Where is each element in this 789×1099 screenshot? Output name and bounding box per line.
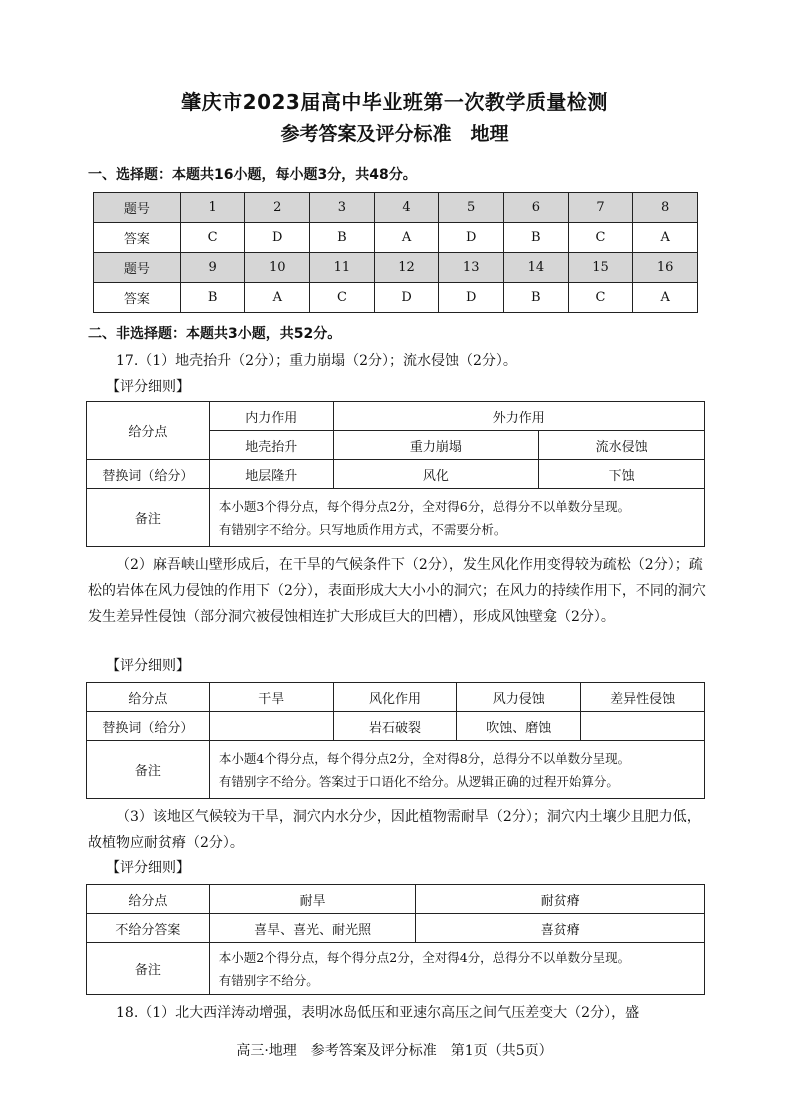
table-row xyxy=(87,712,705,741)
rubric-table-q17-2 xyxy=(86,682,705,799)
q17-part2-answer: （2）麻吾峡山壁形成后，在干旱的气候条件下（2分），发生风化作用变得较为疏松（2分）；疏松的岩体在风力侵蚀的作用下（2分），表面形成大大小小的洞穴；在风力的持续作用下，不同的洞穴发生差异性侵蚀（部分洞穴被侵蚀相连扩大形成巨大的凹槽），形成风蚀壁龛（2分）。 xyxy=(88,557,706,625)
section1-heading: 一、选择题：本题共16小题，每小题3分，共48分。 xyxy=(88,167,417,183)
table-cell: D xyxy=(439,283,504,313)
table-cell: 7 xyxy=(568,193,633,223)
table-cell: 喜旱、喜光、耐光照 xyxy=(209,914,416,943)
section2-heading: 二、非选择题：本题共3小题，共52分。 xyxy=(88,326,342,342)
table-row xyxy=(87,741,705,799)
table-cell: 3 xyxy=(310,193,375,223)
table-cell: 耐贫瘠 xyxy=(416,885,705,914)
table-cell: 替换词（给分） xyxy=(87,460,210,489)
table-cell: B xyxy=(310,223,375,253)
table-cell: 地壳抬升 xyxy=(209,431,333,460)
table-cell: C xyxy=(310,283,375,313)
table-cell: 重力崩塌 xyxy=(333,431,539,460)
table-cell: 16 xyxy=(633,253,698,283)
table-cell: 下蚀 xyxy=(539,460,705,489)
table-row xyxy=(87,402,705,431)
table-cell: B xyxy=(504,283,569,313)
page-footer: 高三·地理 参考答案及评分标准 第1页（共5页） xyxy=(236,1043,553,1059)
rubric-note xyxy=(209,489,704,547)
rubric-table-q17-1 xyxy=(86,401,705,547)
table-cell: 14 xyxy=(504,253,569,283)
table-cell: 13 xyxy=(439,253,504,283)
table-row xyxy=(94,223,698,253)
table-cell: 耐旱 xyxy=(209,885,416,914)
table-row xyxy=(87,489,705,547)
table-cell: 风化作用 xyxy=(333,683,457,712)
rubric-note-line: 有错别字不给分。答案过于口语化不给分。从逻辑正确的过程开始算分。 xyxy=(218,773,619,789)
table-cell: 给分点 xyxy=(87,402,210,460)
table-cell: C xyxy=(568,283,633,313)
rubric-note-line: 本小题4个得分点，每个得分点2分，全对得8分，总得分不以单数分呈现。 xyxy=(218,750,631,766)
rubric-note-line: 本小题2个得分点，每个得分点2分，全对得4分，总得分不以单数分呈现。 xyxy=(218,949,631,965)
table-cell: D xyxy=(374,283,439,313)
rubric-note xyxy=(209,741,704,799)
table-cell: B xyxy=(180,283,245,313)
table-cell: D xyxy=(245,223,310,253)
choice-answer-table xyxy=(93,192,698,313)
table-cell: 5 xyxy=(439,193,504,223)
table-row xyxy=(87,885,705,914)
table-cell: 地层隆升 xyxy=(209,460,333,489)
table-cell: 流水侵蚀 xyxy=(539,431,705,460)
rubric-note xyxy=(209,943,704,995)
table-row xyxy=(87,683,705,712)
table-cell: 岩石破裂 xyxy=(333,712,457,741)
table-cell: 8 xyxy=(633,193,698,223)
table-cell xyxy=(209,712,333,741)
table-cell: A xyxy=(374,223,439,253)
table-cell: A xyxy=(245,283,310,313)
table-cell: 差异性侵蚀 xyxy=(581,683,705,712)
table-cell: 吹蚀、磨蚀 xyxy=(457,712,581,741)
table-cell: 题号 xyxy=(94,193,181,223)
table-cell: 2 xyxy=(245,193,310,223)
page-title: 肇庆市2023届高中毕业班第一次教学质量检测 xyxy=(181,90,608,114)
page-subtitle: 参考答案及评分标准 地理 xyxy=(280,123,509,145)
table-cell: 内力作用 xyxy=(209,402,333,431)
q18-part1-answer: 18.（1）北大西洋涛动增强，表明冰岛低压和亚速尔高压之间气压差变大（2分），盛 xyxy=(116,1005,640,1021)
table-cell: 4 xyxy=(374,193,439,223)
table-cell: C xyxy=(180,223,245,253)
table-row xyxy=(87,460,705,489)
table-cell: A xyxy=(633,223,698,253)
table-row xyxy=(87,914,705,943)
table-row xyxy=(94,283,698,313)
table-cell: 干旱 xyxy=(209,683,333,712)
table-cell: 题号 xyxy=(94,253,181,283)
table-cell: C xyxy=(568,223,633,253)
table-cell: 15 xyxy=(568,253,633,283)
rubric-note-line: 本小题3个得分点，每个得分点2分，全对得6分，总得分不以单数分呈现。 xyxy=(218,498,631,514)
table-row xyxy=(87,943,705,995)
rubric-note-line: 有错别字不给分。只写地质作用方式，不需要分析。 xyxy=(218,521,507,537)
table-cell: 喜贫瘠 xyxy=(416,914,705,943)
table-row xyxy=(94,193,698,223)
table-cell: 9 xyxy=(180,253,245,283)
table-cell: 备注 xyxy=(87,489,210,547)
rubric-table-q17-3 xyxy=(86,884,705,995)
table-cell: 答案 xyxy=(94,283,181,313)
q17-part1-answer: 17.（1）地壳抬升（2分）；重力崩塌（2分）；流水侵蚀（2分）。 xyxy=(116,353,517,369)
table-cell: 12 xyxy=(374,253,439,283)
rubric-note-line: 有错别字不给分。 xyxy=(218,972,319,988)
table-cell: D xyxy=(439,223,504,253)
table-cell: 10 xyxy=(245,253,310,283)
rubric-label: 【评分细则】 xyxy=(106,658,190,674)
table-cell: 不给分答案 xyxy=(87,914,210,943)
table-cell: 风化 xyxy=(333,460,539,489)
table-cell: 风力侵蚀 xyxy=(457,683,581,712)
table-cell: 答案 xyxy=(94,223,181,253)
table-cell: A xyxy=(633,283,698,313)
q17-part3-answer: （3）该地区气候较为干旱，洞穴内水分少，因此植物需耐旱（2分）；洞穴内土壤少且肥力低，故植物应耐贫瘠（2分）。 xyxy=(88,809,701,851)
rubric-label: 【评分细则】 xyxy=(106,860,190,876)
table-cell: 备注 xyxy=(87,741,210,799)
table-cell: 给分点 xyxy=(87,885,210,914)
table-cell xyxy=(581,712,705,741)
table-cell: 给分点 xyxy=(87,683,210,712)
rubric-label: 【评分细则】 xyxy=(106,379,190,395)
table-cell: 替换词（给分） xyxy=(87,712,210,741)
table-cell: 外力作用 xyxy=(333,402,704,431)
table-cell: 1 xyxy=(180,193,245,223)
table-cell: 备注 xyxy=(87,943,210,995)
table-cell: 6 xyxy=(504,193,569,223)
table-row xyxy=(94,253,698,283)
table-cell: B xyxy=(504,223,569,253)
table-cell: 11 xyxy=(310,253,375,283)
